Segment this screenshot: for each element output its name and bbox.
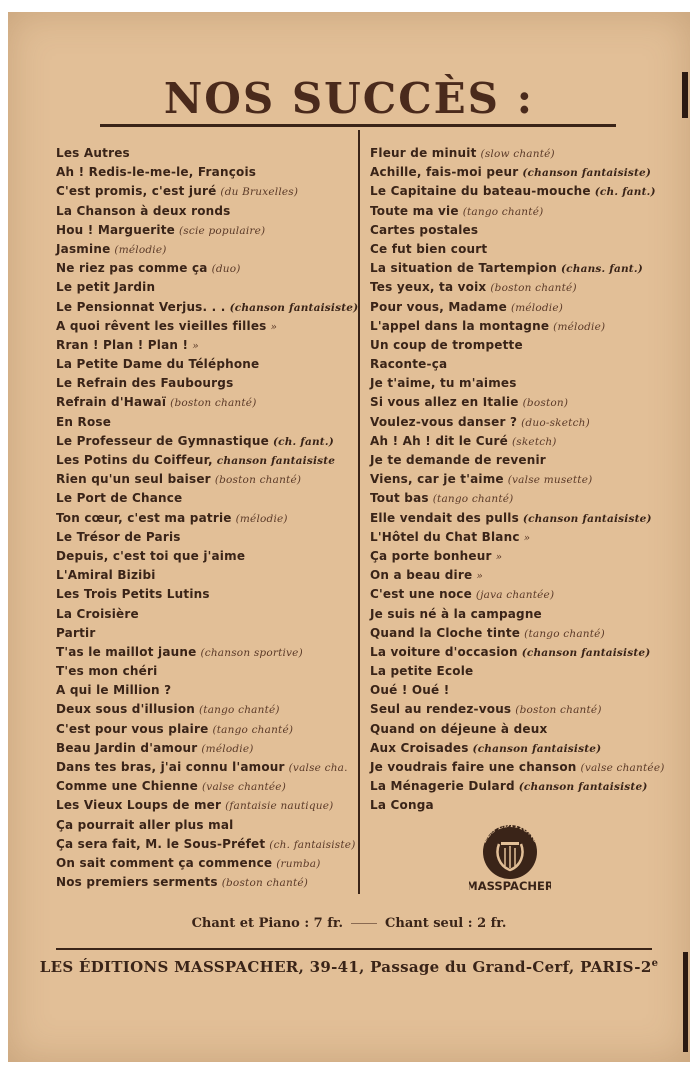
song-title: Cartes postales [370, 222, 479, 237]
song-title: Ah ! Redis-le-me-le, François [56, 165, 257, 180]
song-title: Depuis, c'est toi que j'aime [56, 548, 246, 563]
song-item [370, 489, 688, 508]
song-title: C'est pour vous plaire [56, 721, 209, 736]
song-item [370, 163, 688, 182]
song-title: Tout bas [370, 491, 429, 506]
edge-stain [683, 952, 688, 1052]
song-title: Beau Jardin d'amour [56, 740, 198, 755]
song-item [56, 355, 356, 374]
price-separator [351, 923, 377, 924]
price-seul: Chant seul : 2 fr. [385, 916, 507, 931]
song-item [56, 796, 356, 815]
song-title: Un coup de trompette [370, 337, 523, 352]
song-title: T'es mon chéri [56, 664, 158, 679]
song-item [56, 182, 356, 201]
song-item [370, 470, 688, 489]
lyre-logo-icon [469, 814, 551, 894]
song-item [370, 528, 688, 547]
song-title: Les Potins du Coiffeur, [56, 453, 213, 467]
song-genre: (sketch) [511, 435, 557, 448]
song-title: Ce fut bien court [370, 241, 488, 256]
song-item [56, 163, 356, 182]
song-title: Quand la Cloche tinte [370, 625, 521, 640]
song-title: Les Trois Petits Lutins [56, 587, 210, 602]
song-title: Rran ! Plan ! Plan ! [56, 337, 189, 352]
song-title: A qui le Million ? [56, 683, 172, 698]
song-title: Le petit Jardin [56, 280, 156, 295]
song-item [56, 681, 356, 700]
song-title: Ton cœur, c'est ma patrie [56, 510, 232, 525]
song-item [56, 528, 356, 547]
song-title: L'Amiral Bizibi [56, 568, 156, 583]
song-item [370, 278, 688, 297]
song-title: Je suis né à la campagne [370, 606, 542, 621]
song-genre: » [192, 339, 199, 352]
song-item [56, 758, 356, 777]
song-genre: (boston chanté) [221, 877, 309, 890]
song-genre: (valse chantée) [202, 781, 287, 794]
song-title: Je voudrais faire une chanson [370, 760, 577, 774]
song-item [56, 413, 356, 432]
song-genre: (chanson fantaisiste) [522, 167, 652, 180]
song-genre: (mélodie) [510, 301, 564, 314]
publisher-logo [469, 814, 551, 894]
song-item [56, 739, 356, 758]
song-title: Le Capitaine du bateau-mouche [370, 184, 591, 199]
song-item [56, 643, 356, 662]
song-title: Si vous allez en Italie [370, 395, 519, 410]
song-item [370, 547, 688, 566]
song-genre: » [476, 570, 483, 583]
song-item [56, 240, 356, 259]
song-item [56, 221, 356, 240]
song-genre: (chanson fantaisiste) [522, 512, 652, 525]
song-item [370, 182, 688, 201]
song-item [56, 700, 356, 719]
song-title: La Chanson à deux ronds [56, 203, 231, 218]
song-item [370, 796, 688, 815]
song-item [56, 489, 356, 508]
song-item [370, 739, 688, 758]
publisher-address [8, 958, 690, 976]
song-item [56, 336, 356, 355]
song-item [56, 547, 356, 566]
song-item [56, 202, 356, 221]
song-genre: (valse cha. [288, 762, 348, 774]
song-title: Le Port de Chance [56, 491, 183, 506]
price-piano: Chant et Piano : 7 fr. [191, 916, 344, 931]
song-title: La Croisière [56, 606, 139, 621]
publisher-address-sup: e [651, 958, 659, 969]
song-title: Les Vieux Loups de mer [56, 798, 222, 813]
song-item [56, 777, 356, 796]
song-genre: (valse musette) [507, 474, 593, 487]
publisher-address-text: LES ÉDITIONS MASSPACHER, 39-41, Passage du Grand-Cerf, PARIS-2 [39, 958, 652, 976]
song-genre: (tango chanté) [462, 205, 544, 218]
song-item [370, 777, 688, 796]
song-title: Seul au rendez-vous [370, 702, 512, 717]
song-genre: (chanson fantaisiste) [518, 781, 648, 794]
song-item [370, 720, 688, 739]
song-title: Ah ! Ah ! dit le Curé [370, 433, 508, 448]
title-underline [100, 124, 616, 127]
song-title: Ça porte bonheur [370, 548, 492, 563]
song-item [370, 144, 688, 163]
song-genre: (mélodie) [201, 742, 254, 755]
song-genre: (mélodie) [114, 243, 167, 256]
song-title: A quoi rêvent les vieilles filles [56, 318, 267, 333]
song-item [370, 317, 688, 336]
song-genre: (ch. fantaisiste) [269, 838, 356, 851]
song-item [370, 681, 688, 700]
song-genre: (boston chanté) [214, 474, 302, 487]
footer-rule [56, 948, 652, 950]
song-list-right [370, 144, 688, 816]
song-genre: (fantaisie nautique) [225, 800, 334, 813]
song-item [370, 585, 688, 604]
song-title: Aux Croisades [370, 740, 469, 755]
song-title: Les Autres [56, 146, 130, 160]
song-title: Jasmine [56, 241, 111, 256]
song-genre: (tango chanté) [212, 723, 294, 736]
song-item [370, 221, 688, 240]
song-list-left [56, 144, 359, 892]
song-title: Pour vous, Madame [370, 299, 507, 314]
song-title: L'Hôtel du Chat Blanc [370, 529, 520, 544]
song-item [56, 509, 356, 528]
song-item [56, 259, 356, 278]
song-genre: (duo-sketch) [521, 416, 590, 429]
song-item [56, 144, 356, 163]
song-title: C'est promis, c'est juré [56, 184, 217, 199]
song-title: Ça sera fait, M. le Sous-Préfet [56, 836, 266, 851]
song-item [370, 202, 688, 221]
song-item [56, 605, 356, 624]
song-item [370, 451, 688, 470]
song-item [56, 873, 356, 892]
song-item [370, 605, 688, 624]
song-item [56, 662, 356, 681]
song-genre: (ch. fant.) [594, 186, 656, 199]
song-genre: (mélodie) [235, 512, 288, 525]
song-title: L'appel dans la montagne [370, 318, 550, 333]
song-title: Elle vendait des pulls [370, 510, 519, 525]
song-genre: (tango chanté) [432, 493, 514, 506]
song-title: Voulez-vous danser ? [370, 414, 518, 429]
song-item [56, 816, 356, 835]
song-item [370, 355, 688, 374]
song-title: Tes yeux, ta voix [370, 280, 487, 295]
song-title: En Rose [56, 414, 112, 429]
song-genre: (chans. fant.) [561, 263, 643, 276]
page-title: NOS SUCCÈS : [163, 74, 535, 123]
song-title: Ne riez pas comme ça [56, 261, 208, 276]
song-title: Comme une Chienne [56, 779, 199, 794]
song-genre: (tango chanté) [199, 704, 280, 717]
song-item [56, 854, 356, 873]
song-genre: (valse chantée) [580, 762, 665, 774]
song-genre: (mélodie) [553, 320, 606, 333]
logo-bottom-text: MASSPACHER [469, 879, 551, 893]
song-title: La situation de Tartempion [370, 261, 557, 276]
song-title: La Ménagerie Dulard [370, 779, 515, 794]
song-item [370, 240, 688, 259]
song-item [370, 624, 688, 643]
song-genre: (tango chanté) [524, 627, 605, 640]
song-genre: (boston chanté) [490, 282, 577, 295]
song-item [370, 566, 688, 585]
song-title: Toute ma vie [370, 203, 459, 218]
song-title: Ça pourrait aller plus mal [56, 817, 234, 832]
song-item [56, 298, 359, 317]
song-item [56, 585, 356, 604]
song-genre: (boston) [522, 397, 569, 410]
song-title: Refrain d'Hawaï [56, 395, 167, 410]
song-title: Viens, car je t'aime [370, 472, 504, 487]
song-title: La voiture d'occasion [370, 644, 518, 659]
edge-stain [682, 72, 688, 118]
song-title: Rien qu'un seul baiser [56, 472, 211, 487]
song-item [370, 432, 688, 451]
song-item [56, 374, 356, 393]
song-item [56, 470, 356, 489]
song-item [56, 720, 356, 739]
music-sheet-page [8, 12, 690, 1062]
song-title: Le Pensionnat Verjus. . . [56, 299, 226, 314]
song-genre: (duo) [211, 263, 241, 276]
song-item [56, 835, 356, 854]
song-title: Le Trésor de Paris [56, 529, 181, 544]
song-genre: (du Bruxelles) [220, 186, 299, 199]
price-line [8, 916, 690, 931]
song-title: Fleur de minuit [370, 146, 477, 160]
song-title: C'est une noce [370, 587, 472, 602]
song-title: Partir [56, 625, 96, 640]
song-title: La Conga [370, 798, 434, 813]
song-genre: (java chantée) [475, 589, 555, 602]
song-item [56, 451, 356, 470]
song-item [370, 662, 688, 681]
song-title: Je te demande de revenir [370, 453, 546, 467]
song-item [370, 298, 688, 317]
song-title: Hou ! Marguerite [56, 222, 175, 237]
song-item [370, 393, 688, 412]
song-item [370, 374, 688, 393]
song-genre: (scie populaire) [179, 224, 266, 237]
column-divider [358, 130, 360, 894]
song-genre: (ch. fant.) [272, 435, 334, 448]
song-item [370, 336, 688, 355]
song-title: T'as le maillot jaune [56, 644, 197, 659]
song-genre: chanson fantaisiste [216, 455, 336, 467]
song-item [370, 509, 688, 528]
song-genre: (chanson sportive) [200, 646, 303, 659]
song-title: Deux sous d'illusion [56, 702, 195, 717]
song-title: Raconte-ça [370, 357, 448, 372]
song-genre: (boston chanté) [170, 397, 257, 410]
song-title: Le Professeur de Gymnastique [56, 433, 269, 448]
song-item [56, 566, 356, 585]
song-title: Achille, fais-moi peur [370, 165, 519, 180]
song-item [56, 278, 356, 297]
song-genre: (slow chanté) [480, 148, 555, 160]
song-item [56, 432, 356, 451]
song-title: La petite Ecole [370, 664, 474, 679]
song-genre: » [495, 550, 503, 563]
song-genre: » [270, 320, 278, 333]
song-genre: (chanson fantaisiste) [521, 646, 651, 659]
song-title: Je t'aime, tu m'aimes [370, 376, 517, 391]
song-item [370, 758, 688, 777]
song-genre: (chanson fantaisiste) [229, 301, 359, 314]
song-title: On sait comment ça commence [56, 855, 273, 870]
song-title: Quand on déjeune à deux [370, 721, 548, 736]
song-title: On a beau dire [370, 568, 473, 583]
song-item [370, 413, 688, 432]
song-item [370, 643, 688, 662]
song-genre: » [523, 531, 531, 544]
song-genre: (rumba) [276, 857, 321, 870]
song-title: Oué ! Oué ! [370, 683, 450, 698]
song-item [370, 700, 688, 719]
song-item [56, 393, 356, 412]
song-title: Le Refrain des Faubourgs [56, 376, 234, 391]
song-item [56, 624, 356, 643]
song-genre: (chanson fantaisiste) [472, 742, 602, 755]
song-item [56, 317, 356, 336]
logo-top-text: LES ÉDITIONS [478, 819, 542, 845]
song-title: Dans tes bras, j'ai connu l'amour [56, 760, 285, 774]
song-title: La Petite Dame du Téléphone [56, 357, 260, 372]
song-title: Nos premiers serments [56, 875, 218, 890]
song-item [370, 259, 688, 278]
song-genre: (boston chanté) [515, 704, 602, 717]
